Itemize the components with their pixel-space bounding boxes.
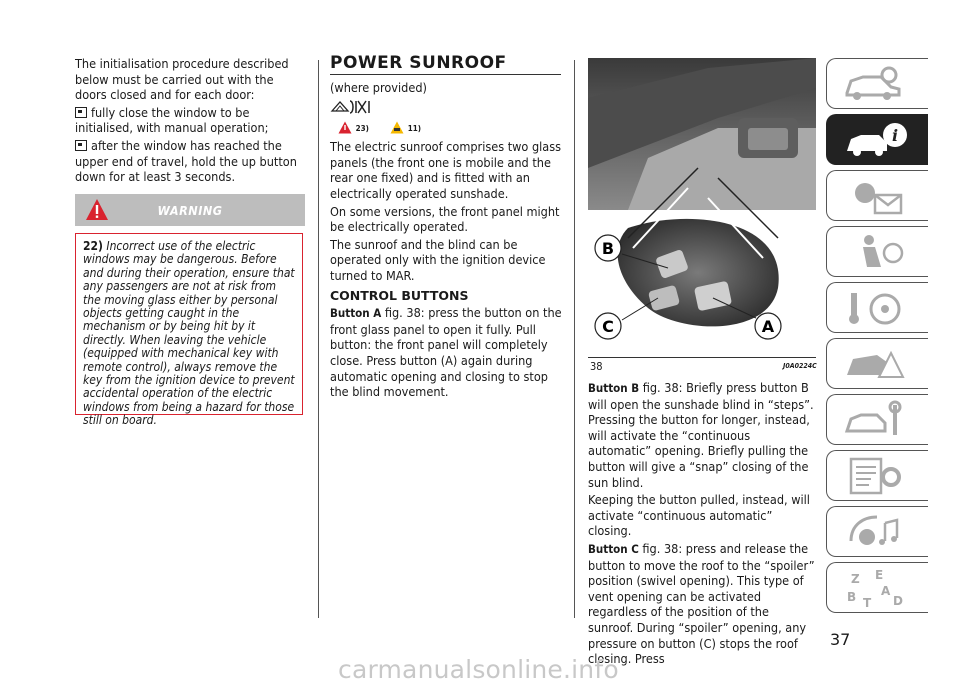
tab-technical-data[interactable]: [826, 450, 928, 501]
tab-lights-warnings[interactable]: [826, 170, 928, 221]
car-tools-icon: [841, 399, 911, 441]
svg-text:D: D: [893, 594, 903, 608]
sunroof-symbol-icon: [330, 97, 374, 117]
figure-rule: [588, 357, 816, 358]
section-heading: POWER SUNROOF: [330, 53, 507, 73]
alphabet-index-icon: [841, 567, 911, 609]
tab-index[interactable]: [826, 562, 928, 613]
car-magnifier-icon: [841, 63, 911, 105]
button-b-label: Button B: [588, 381, 640, 395]
callout-b-label: B: [601, 239, 615, 258]
airbag-seat-icon: [841, 231, 911, 273]
tab-safety[interactable]: [826, 226, 928, 277]
svg-text:A: A: [881, 584, 891, 598]
paragraph-button-c: Button C fig. 38: press and release the button to move the roof to the “spoiler” position (swivel opening). This type of vent opening can be activated regardless of the position of the sunroof. During “spoiler” opening, any pressure on button (C) stops the roof closing. Press: [588, 540, 815, 667]
paragraph: Keeping the button pulled, instead, will activate “continuous automatic” closing.: [588, 492, 810, 539]
tab-servicing-care[interactable]: [826, 394, 928, 445]
bullet-icon: [75, 140, 87, 151]
column-left: [75, 56, 307, 187]
paragraph: The electric sunroof comprises two glass panels (the front one is mobile and the rear one fixed) and is fitted with an electrically operated sunshade.: [330, 139, 562, 201]
figure-38-image: [588, 58, 816, 356]
tab-multimedia[interactable]: [826, 506, 928, 557]
column-divider: [574, 60, 575, 618]
bullet-icon: [75, 107, 87, 118]
tab-in-emergency[interactable]: [826, 338, 928, 389]
warning-small-icon: [338, 121, 352, 134]
watermark: carmanualsonline.info: [338, 655, 619, 684]
column-middle: [330, 53, 562, 402]
subheading: CONTROL BUTTONS: [330, 287, 469, 303]
caution-reference: 11): [407, 124, 422, 134]
warning-number: 22): [83, 239, 103, 253]
tab-starting-driving[interactable]: [826, 282, 928, 333]
warning-header: [75, 194, 305, 226]
warning-box: [75, 233, 303, 428]
column-right: [588, 380, 816, 669]
figure-code: J0A0224C: [783, 362, 817, 370]
tab-dashboard-knowledge[interactable]: [826, 114, 928, 165]
warning-reference: 23): [355, 124, 369, 134]
warning-title: WARNING: [157, 203, 223, 218]
svg-text:E: E: [875, 568, 884, 582]
callout-a-label: A: [761, 317, 775, 336]
paragraph-button-a: Button A fig. 38: press the button on the front glass panel to open it fully. Pull button: the front panel will completely close. Press button (A) again during automatic opening and closing to stop the blind movement.: [330, 305, 562, 400]
warning-text: Incorrect use of the electric windows may be dangerous. Before and during their operation, ensure that any passengers are not at risk from the moving glass either by personal objects getting caught in the mechanism or by being hit by it directly. When leaving the vehicle (equipped with mechanical key with remote control), always remove the key from the ignition device to prevent accidental operation of the electric windows from being a hazard for those still on board.: [83, 239, 295, 428]
caution-small-icon: [390, 121, 404, 134]
svg-text:T: T: [863, 596, 872, 609]
light-envelope-icon: [841, 175, 911, 217]
button-c-label: Button C: [588, 541, 639, 556]
page-number: 37: [830, 630, 851, 649]
button-a-label: Button A: [330, 306, 382, 321]
where-provided: (where provided): [330, 79, 427, 95]
paragraph: The sunroof and the blind can be operated only with the ignition device turned to MAR.: [330, 236, 546, 283]
svg-text:Z: Z: [851, 572, 860, 586]
intro-paragraph: The initialisation procedure described below must be carried out with the doors closed and for each door:: [75, 56, 289, 103]
car-warning-icon: [841, 343, 911, 385]
info-symbol-row: [330, 97, 562, 117]
paragraph-button-b: Button B fig. 38: Briefly press button B will open the sunshade blind in “steps”. Pressing the button for longer, instead, will activate the “continuous automatic” opening. Briefly pulling the button will give a “snap” closing of the sun blind.: [588, 380, 814, 490]
figure-number: 38: [590, 360, 603, 373]
key-steering-wheel-icon: [841, 287, 911, 329]
paragraph: On some versions, the front panel might be electrically operated.: [330, 203, 560, 235]
svg-text:i: i: [891, 126, 899, 145]
callout-c-label: C: [602, 317, 614, 336]
document-gear-icon: [841, 455, 911, 497]
bullet-item: fully close the window to be initialised, with manual operation;: [75, 104, 269, 136]
svg-text:B: B: [847, 590, 857, 604]
heading-rule: [330, 74, 561, 75]
car-info-icon: [841, 119, 911, 161]
bullet-item: after the window has reached the upper end of travel, hold the up button down for at least 3 seconds.: [75, 137, 297, 185]
reference-row: [338, 119, 562, 135]
column-divider: [318, 60, 319, 618]
multimedia-icon: [841, 511, 911, 553]
tab-getting-to-know-car[interactable]: [826, 58, 928, 109]
